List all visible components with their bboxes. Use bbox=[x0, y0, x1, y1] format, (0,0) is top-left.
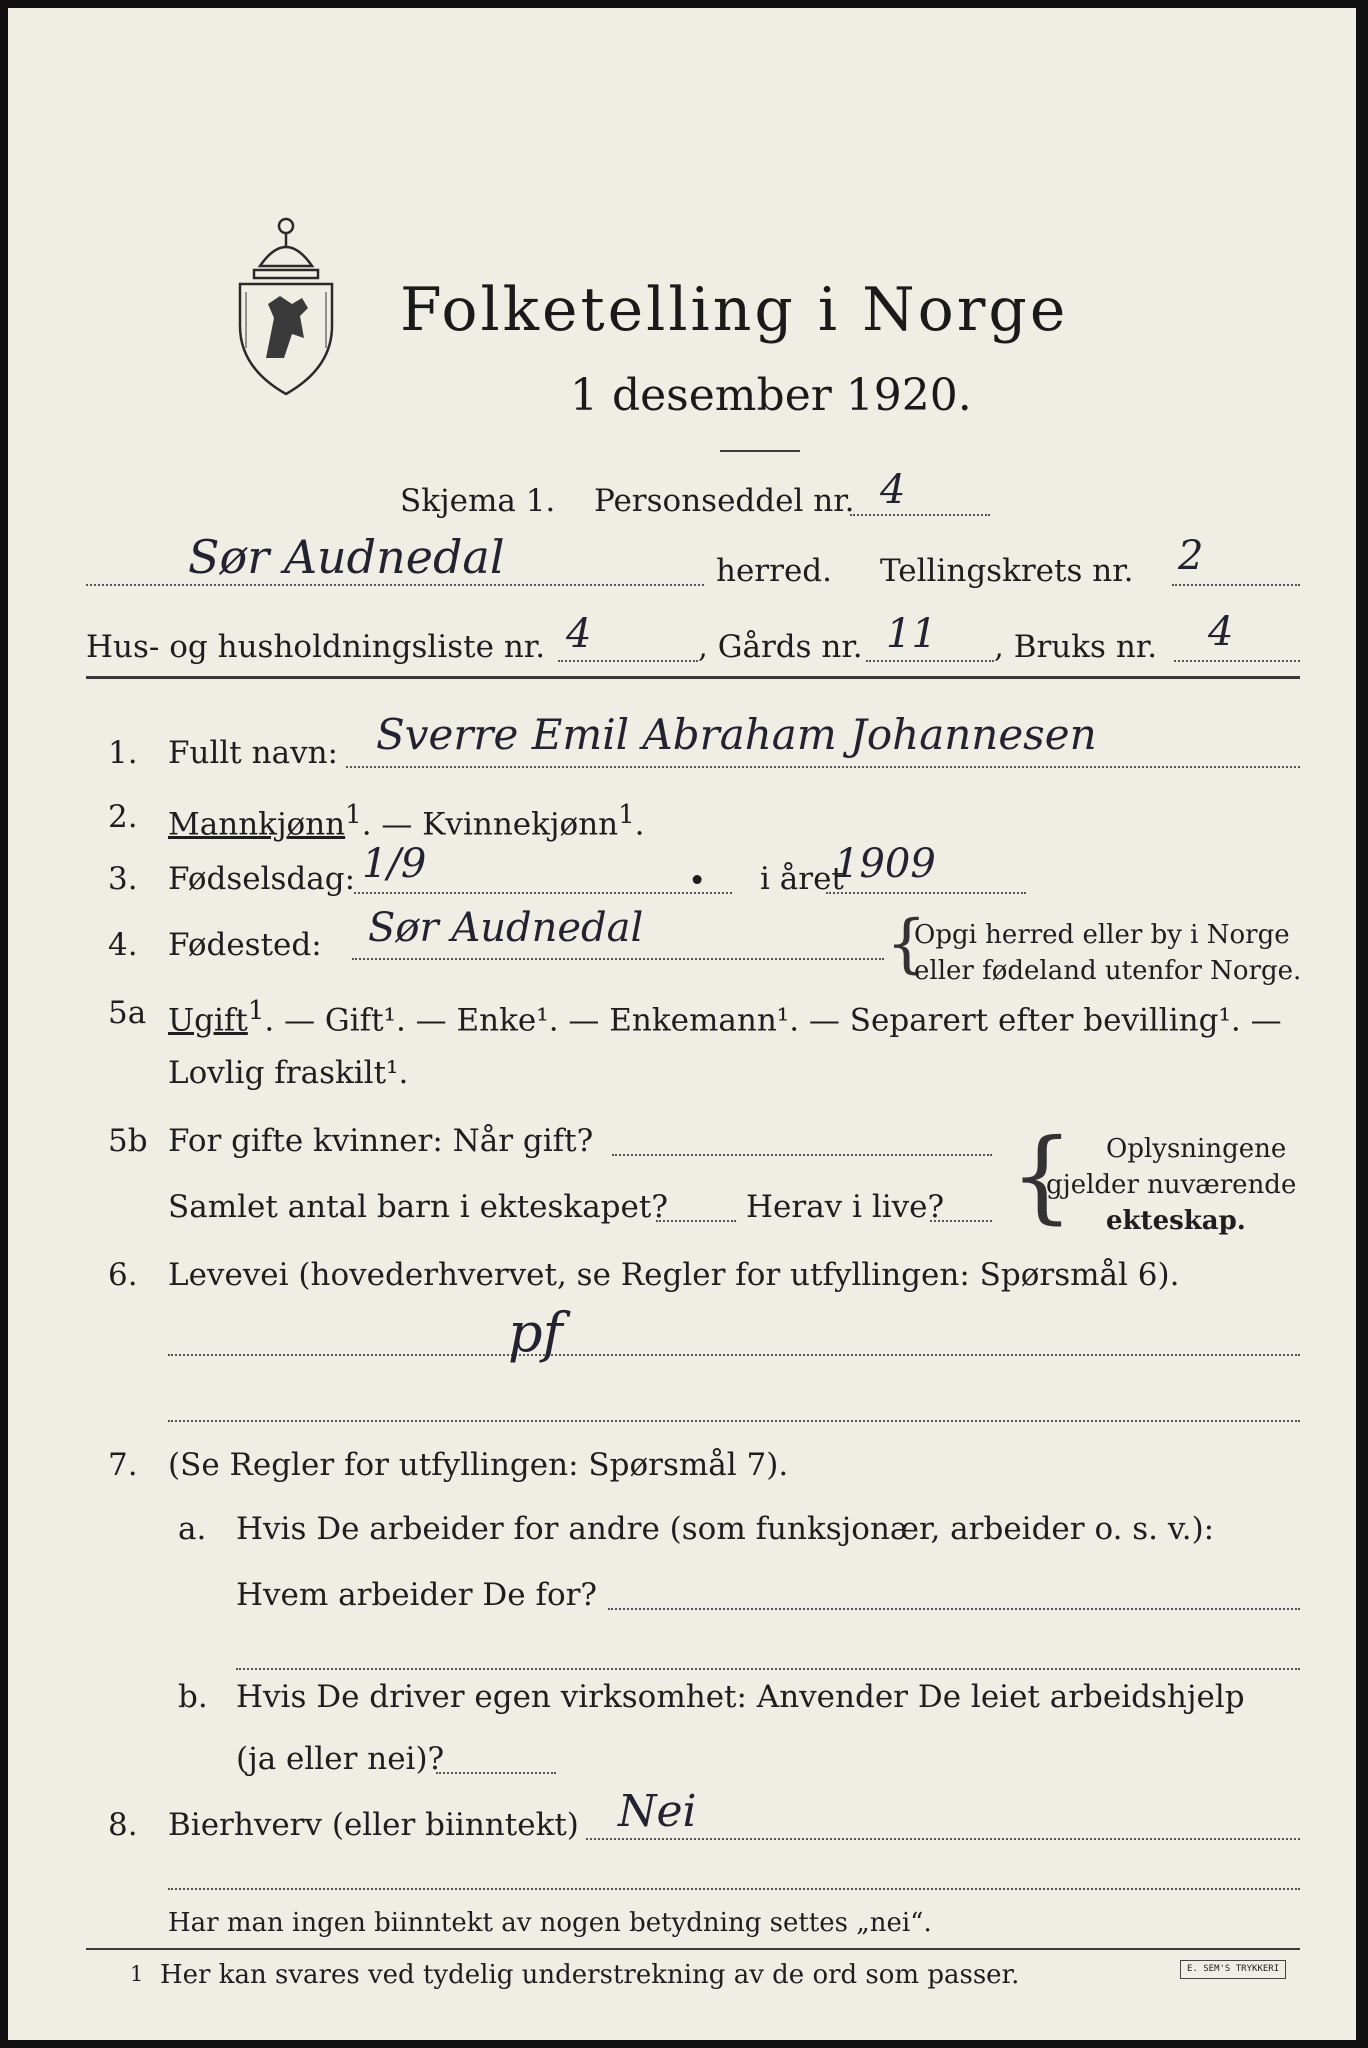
q7-number: 7. bbox=[108, 1447, 138, 1483]
printer-stamp: E. SEM'S TRYKKERI bbox=[1180, 1960, 1286, 1979]
q4-number: 4. bbox=[108, 927, 138, 963]
birthdate-value[interactable]: 1/9 bbox=[362, 841, 427, 887]
employer-label: Hvem arbeider De for? bbox=[236, 1577, 598, 1613]
q2-gender: Mannkjønn$^1$. — Kvinnekjønn$^1$. bbox=[168, 800, 645, 843]
q3-number: 3. bbox=[108, 861, 138, 897]
herred-label: herred. bbox=[716, 553, 832, 589]
q7b-text: Hvis De driver egen virksomhet: Anvender De leiet arbeidshjelp bbox=[236, 1679, 1245, 1715]
bruks-label: , Bruks nr. bbox=[994, 629, 1158, 665]
hired-help-line[interactable] bbox=[436, 1772, 556, 1774]
form-title: Folketelling i Norge bbox=[400, 275, 1069, 345]
employer-line-1[interactable] bbox=[608, 1608, 1300, 1610]
census-form bbox=[8, 8, 1356, 2040]
birthplace-value[interactable]: Sør Audnedal bbox=[368, 905, 644, 951]
title-divider bbox=[720, 450, 800, 452]
personseddel-value[interactable]: 4 bbox=[880, 467, 906, 513]
herred-line bbox=[86, 584, 704, 586]
unmarried-option[interactable]: Ugift bbox=[168, 1002, 248, 1039]
q5a-divorced[interactable]: Lovlig fraskilt¹. bbox=[168, 1055, 409, 1091]
q4-label: Fødested: bbox=[168, 927, 322, 963]
gards-line bbox=[866, 660, 994, 662]
footer-rule bbox=[86, 1948, 1300, 1950]
q6-number: 6. bbox=[108, 1257, 138, 1293]
q7a-number: a. bbox=[178, 1511, 207, 1547]
form-date: 1 desember 1920. bbox=[570, 370, 972, 421]
footnote-text: Her kan svares ved tydelig understrekning av de ord som passer. bbox=[160, 1960, 1020, 1990]
tellingskrets-value[interactable]: 2 bbox=[1178, 533, 1204, 579]
birthplace-brace: { bbox=[886, 907, 927, 981]
tellingskrets-line bbox=[1172, 584, 1300, 586]
q8-label: Bierhverv (eller biinntekt) bbox=[168, 1807, 579, 1843]
full-name-value[interactable]: Sverre Emil Abraham Johannesen bbox=[376, 710, 1097, 759]
male-option[interactable]: Mannkjønn bbox=[168, 806, 346, 843]
alive-label: Herav i live? bbox=[746, 1189, 945, 1225]
female-option[interactable]: Kvinnekjønn bbox=[422, 806, 619, 843]
bruks-line bbox=[1174, 660, 1300, 662]
hus-value[interactable]: 4 bbox=[566, 611, 592, 657]
side-income-line bbox=[586, 1838, 1300, 1840]
birthplace-line bbox=[352, 958, 884, 960]
side-income-line-2[interactable] bbox=[168, 1888, 1300, 1890]
q1-number: 1. bbox=[108, 735, 138, 771]
birthyear-value[interactable]: 1909 bbox=[834, 841, 936, 887]
q5a-options: Ugift$^1$. — Gift¹. — Enke¹. — Enkemann¹. — Separert efter bevilling¹. — bbox=[168, 996, 1282, 1039]
birthdate-dot: • bbox=[688, 863, 707, 899]
q7b-number: b. bbox=[178, 1679, 208, 1715]
q2-number: 2. bbox=[108, 799, 138, 835]
children-label: Samlet antal barn i ekteskapet? bbox=[168, 1189, 668, 1225]
q8-number: 8. bbox=[108, 1807, 138, 1843]
tellingskrets-label: Tellingskrets nr. bbox=[880, 553, 1134, 589]
marriage-note-3: ekteskap. bbox=[1106, 1206, 1246, 1236]
birthyear-line bbox=[826, 892, 1026, 894]
marriage-note-1: Oplysningene bbox=[1106, 1134, 1287, 1164]
header-rule bbox=[86, 676, 1300, 679]
q1-label: Fullt navn: bbox=[168, 735, 338, 771]
marriage-brace: { bbox=[1010, 1117, 1074, 1234]
full-name-line bbox=[346, 766, 1300, 768]
q7a-text: Hvis De arbeider for andre (som funksjonær, arbeider o. s. v.): bbox=[236, 1511, 1215, 1547]
personseddel-line bbox=[850, 514, 990, 516]
footer-note: Har man ingen biinntekt av nogen betydning settes „nei“. bbox=[168, 1908, 932, 1938]
occupation-line-1 bbox=[168, 1354, 1300, 1356]
gards-label: , Gårds nr. bbox=[698, 629, 863, 665]
children-line[interactable] bbox=[656, 1220, 736, 1222]
personseddel-label: Personseddel nr. bbox=[594, 483, 855, 519]
schema-label: Skjema 1. bbox=[400, 483, 556, 519]
alive-line[interactable] bbox=[930, 1220, 992, 1222]
occupation-value[interactable]: pf bbox=[508, 1301, 563, 1364]
married-when-label: For gifte kvinner: Når gift? bbox=[168, 1123, 594, 1159]
marriage-note-2: gjelder nuværende bbox=[1046, 1170, 1297, 1200]
q6-label: Levevei (hovederhvervet, se Regler for utfyllingen: Spørsmål 6). bbox=[168, 1257, 1180, 1293]
birthplace-note-2: eller fødeland utenfor Norge. bbox=[914, 956, 1302, 986]
herred-value[interactable]: Sør Audnedal bbox=[188, 530, 505, 584]
footnote-number: 1 bbox=[130, 1962, 144, 1986]
hus-label: Hus- og husholdningsliste nr. bbox=[86, 629, 546, 665]
birthyear-label: i året bbox=[760, 861, 844, 897]
birthplace-note-1: Opgi herred eller by i Norge bbox=[914, 920, 1290, 950]
birthdate-line bbox=[354, 892, 732, 894]
coat-of-arms-icon bbox=[230, 208, 342, 398]
q7-label: (Se Regler for utfyllingen: Spørsmål 7). bbox=[168, 1447, 789, 1483]
occupation-line-2[interactable] bbox=[168, 1420, 1300, 1422]
gards-value[interactable]: 11 bbox=[886, 611, 937, 657]
employer-line-2[interactable] bbox=[236, 1668, 1300, 1670]
q5b-number: 5b bbox=[108, 1123, 148, 1159]
q3-label: Fødselsdag: bbox=[168, 861, 356, 897]
side-income-value[interactable]: Nei bbox=[618, 1786, 697, 1837]
hired-help-label: (ja eller nei)? bbox=[236, 1741, 445, 1777]
married-when-line[interactable] bbox=[612, 1154, 992, 1156]
hus-line bbox=[558, 660, 698, 662]
q5a-number: 5a bbox=[108, 995, 147, 1031]
bruks-value[interactable]: 4 bbox=[1208, 609, 1234, 655]
